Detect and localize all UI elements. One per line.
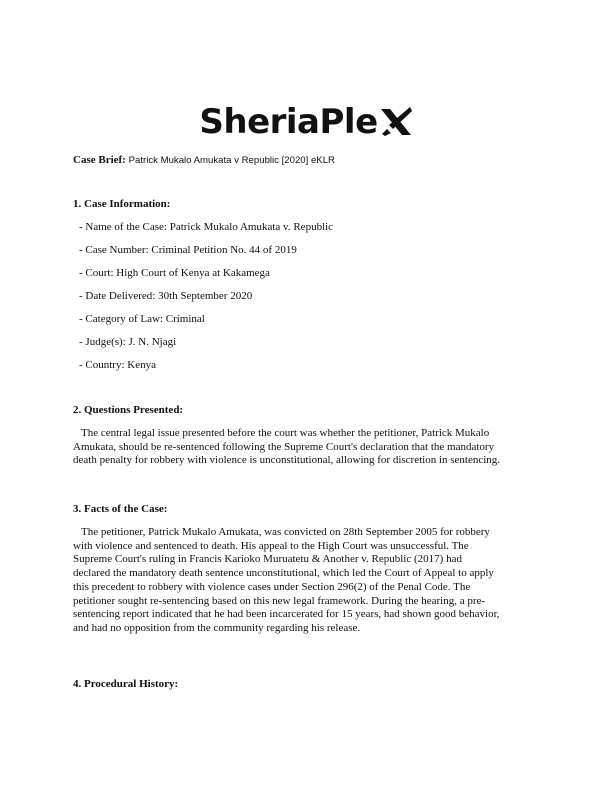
info-item-judges: - Judge(s): J. N. Njagi — [79, 336, 177, 348]
info-item-country: - Country: Kenya — [79, 359, 156, 371]
logo-text: SheriaPle — [199, 102, 378, 142]
section-heading-case-information: 1. Case Information: — [73, 198, 171, 210]
questions-presented-paragraph — [73, 427, 543, 468]
x-mark-icon — [379, 105, 413, 139]
section-heading-questions-presented: 2. Questions Presented: — [73, 404, 184, 416]
paragraph-line: petitioner sought re-sentencing based on this new legal framework. During the hearing, a pre- — [73, 594, 486, 607]
info-item-date-delivered: - Date Delivered: 30th September 2020 — [79, 290, 253, 302]
section-heading-procedural-history: 4. Procedural History: — [73, 678, 179, 690]
info-item-case-number: - Case Number: Criminal Petition No. 44 of 2019 — [79, 244, 297, 256]
paragraph-line: The petitioner, Patrick Mukalo Amukata, was convicted on 28th September 2005 for robbery — [81, 526, 490, 538]
section-heading-facts-of-case: 3. Facts of the Case: — [73, 503, 168, 515]
facts-of-case-paragraph — [73, 526, 543, 636]
paragraph-line: death penalty for robbery with violence is unconstitutional, allowing for discretion in sentencing. — [73, 454, 501, 467]
paragraph-line: and had no opposition from the community regarding his release. — [73, 621, 361, 634]
paragraph-line: with violence and sentenced to death. His appeal to the High Court was unsuccessful. The — [73, 539, 469, 552]
paragraph-line: this precedent to robbery with violence cases under Section 296(2) of the Penal Code. The — [73, 580, 471, 593]
info-item-case-name: - Name of the Case: Patrick Mukalo Amukata v. Republic — [79, 221, 334, 233]
paragraph-line: sentencing report indicated that he had been incarcerated for 15 years, had shown good behavior, — [73, 608, 500, 621]
info-item-court: - Court: High Court of Kenya at Kakamega — [79, 267, 270, 279]
paragraph-line: Supreme Court's ruling in Francis Karioko Muruatetu & Another v. Republic (2017) had — [73, 553, 462, 566]
paragraph-line: The central legal issue presented before the court was whether the petitioner, Patrick Mukalo — [81, 427, 490, 439]
info-item-category: - Category of Law: Criminal — [79, 313, 205, 325]
sheriaplex-logo — [0, 98, 612, 146]
paragraph-line: declared the mandatory death sentence unconstitutional, which led the Court of Appeal to apply — [73, 567, 494, 580]
case-brief-line — [73, 153, 335, 168]
case-brief-title: Patrick Mukalo Amukata v Republic [2020] eKLR — [128, 155, 335, 166]
paragraph-line: Amukata, should be re-sentenced following the Supreme Court's declaration that the mandatory — [73, 440, 495, 453]
case-brief-label: Case Brief: — [73, 154, 126, 166]
